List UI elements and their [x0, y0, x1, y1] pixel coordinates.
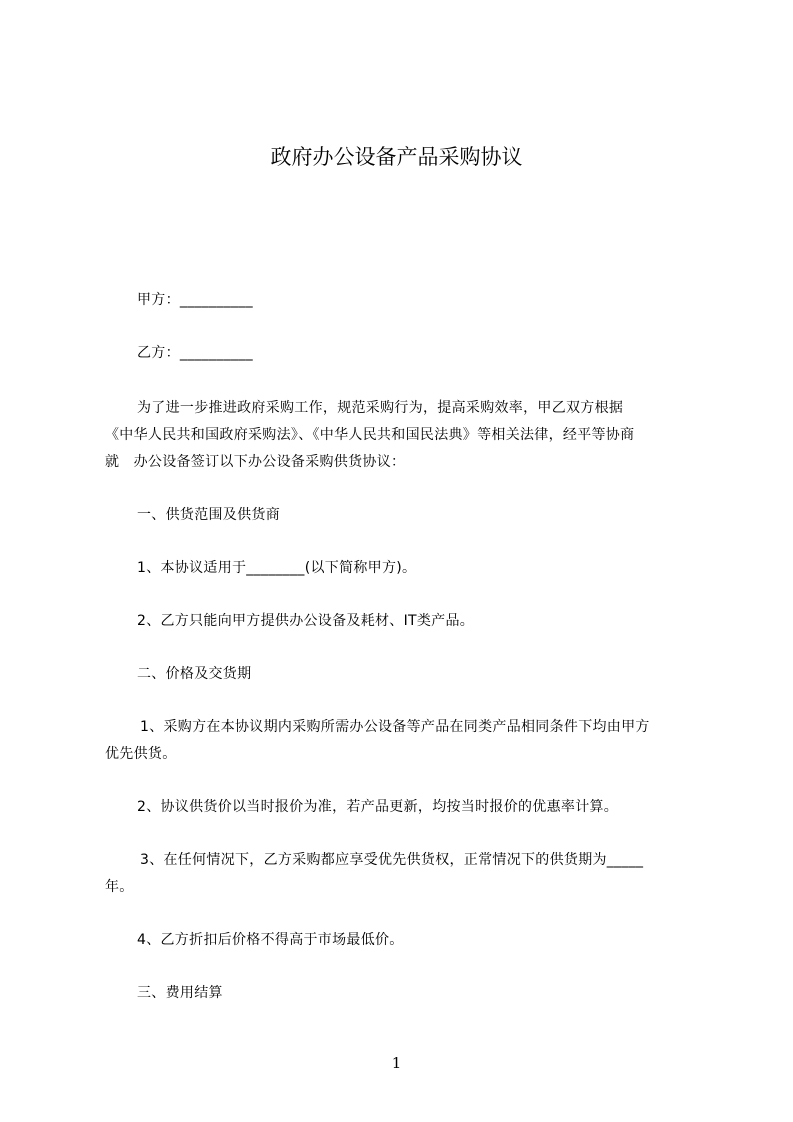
section-1-item-2: 2、乙方只能向甲方提供办公设备及耗材、IT类产品。: [137, 613, 475, 629]
section-1-item-1: 1、本协议适用于________(以下简称甲方)。: [137, 560, 417, 576]
section-3-heading: 三、费用结算: [137, 985, 223, 1001]
section-2-item-4: 4、乙方折扣后价格不得高于市场最低价。: [137, 932, 404, 948]
section-2-item-2: 2、协议供货价以当时报价为准，若产品更新，均按当时报价的优惠率计算。: [137, 799, 619, 815]
section-2-item-1-line-1: 1、采购方在本协议期内采购所需办公设备等产品在同类产品相同条件下均由甲方: [140, 719, 650, 735]
page-number: 1: [391, 1054, 402, 1072]
intro-line-1: 为了进一步推进政府采购工作，规范采购行为，提高采购效率，甲乙双方根据: [137, 400, 624, 416]
party-b-line: 乙方：__________: [137, 345, 253, 361]
section-2-item-3-line-1: 3、在任何情况下，乙方采购都应享受优先供货权，正常情况下的供货期为_____: [140, 852, 644, 868]
intro-line-3: 就 办公设备签订以下办公设备采购供货协议：: [105, 454, 406, 470]
intro-line-2: 《中华人民共和国政府采购法》、《中华人民共和国民法典》等相关法律，经平等协商: [105, 427, 635, 443]
party-a-line: 甲方：__________: [137, 292, 253, 308]
section-2-item-1-line-2: 优先供货。: [105, 746, 177, 762]
section-1-heading: 一、供货范围及供货商: [137, 507, 280, 523]
section-2-item-3-line-2: 年。: [105, 879, 134, 895]
section-2-heading: 二、价格及交货期: [137, 666, 252, 682]
document-title: 政府办公设备产品采购协议: [270, 145, 523, 169]
